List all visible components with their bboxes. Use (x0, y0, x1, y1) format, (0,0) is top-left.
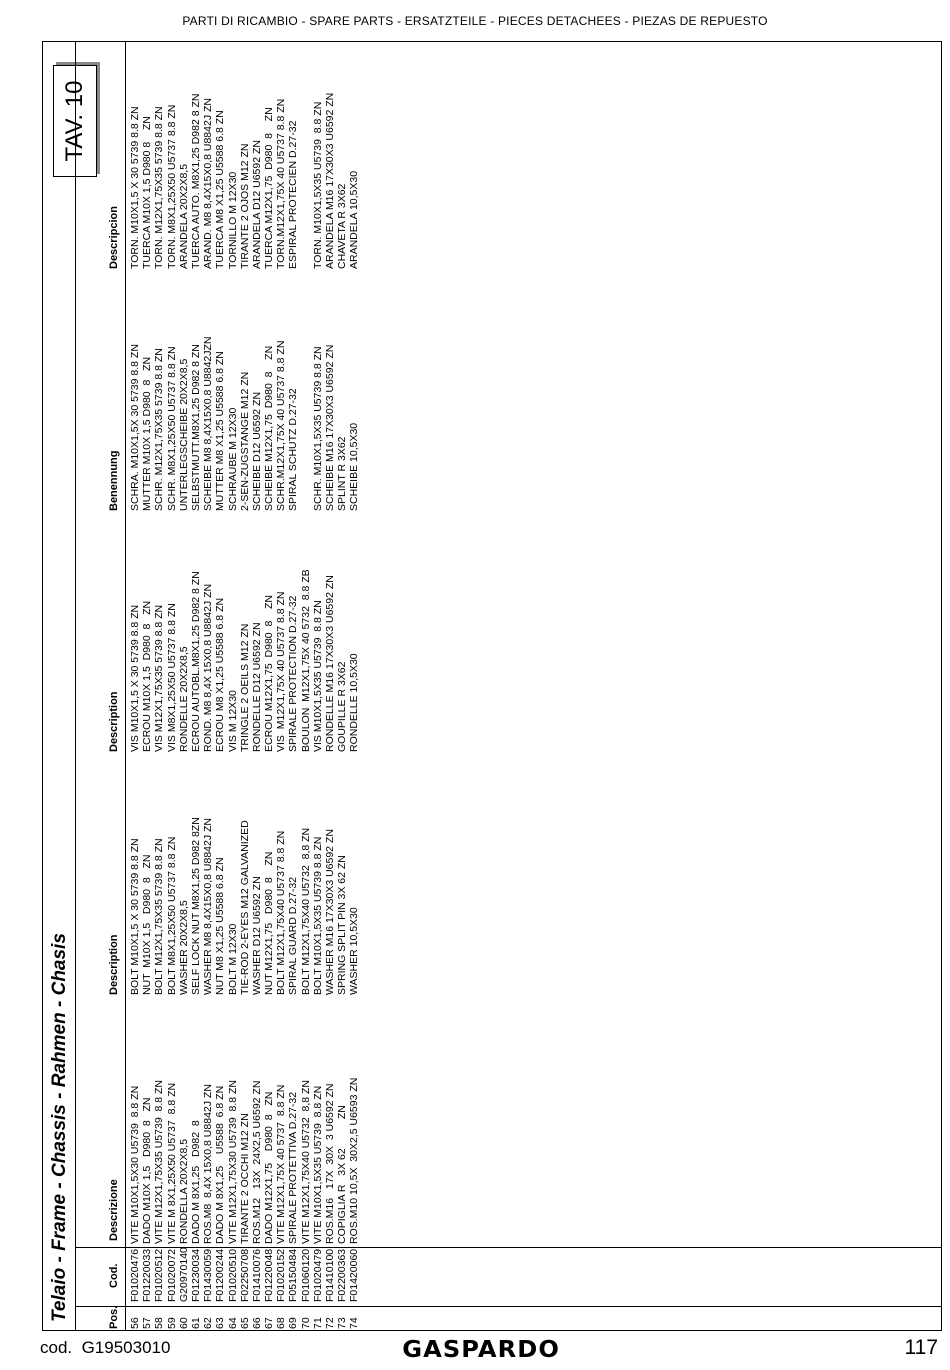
cell-descripcion: ARANDELA M16 17X30X3 U6592 ZN (324, 92, 336, 269)
rotated-sheet (43, 42, 942, 1331)
cell-benennung: SCHEIBE D12 U6592 ZN (250, 391, 263, 511)
cell-cod: F01020510 (226, 1248, 239, 1302)
parts-table-frame (42, 41, 942, 1331)
document-code: cod. G19503010 (40, 1338, 171, 1357)
cell-description-fr: ECROU M10X 1,5 D980 8 ZN (141, 600, 154, 752)
cell-description-en: NUT M10X 1,5 D980 8 ZN (141, 854, 154, 995)
header-description-en: Description (108, 934, 120, 995)
cell-benennung: SCHR. M12X1,75X35 5739 8.8 ZN (153, 348, 166, 511)
cell-cod: F05150484 (287, 1248, 300, 1302)
column-pos (129, 1317, 361, 1329)
cell-descrizione: DADO M 8X1,25 D982 8 (189, 1120, 202, 1244)
column-description-en (129, 817, 361, 995)
cell-pos: 60 (177, 1317, 190, 1329)
cell-description-fr: VIS M12X1,75X35 5739 8.8 ZN (153, 604, 166, 752)
cell-pos: 70 (299, 1317, 312, 1329)
cell-descrizione: ROS.M16 17X 30X 3 U6592 ZN (324, 1083, 336, 1244)
cell-cod: F01410100 (324, 1248, 336, 1302)
cell-pos: 72 (324, 1317, 336, 1329)
cell-description-fr: RONDELLE D12 U6592 ZN (250, 622, 263, 752)
cell-description-en: WASHER M8 8,4X15X0,8 U8842J ZN (202, 817, 215, 995)
cell-pos: 69 (287, 1317, 300, 1329)
cell-cod: F01020512 (153, 1248, 166, 1302)
cell-benennung: SPIRAL SCHUTZ D.27-32 (287, 388, 300, 511)
cell-benennung: SPLINT R 3X62 (336, 436, 349, 511)
cell-cod: G20970140 (177, 1247, 190, 1302)
cell-benennung: SCHR. M8X1,25X50 U5737 8.8 ZN (165, 346, 178, 511)
cell-descripcion: ARANDELA 20X2X8,5 (177, 163, 190, 269)
cell-descrizione: ROS.M12 13X 24X2,5 U6592 ZN (250, 1080, 263, 1244)
cell-description-fr: VIS M 12X30 (226, 690, 239, 752)
cell-benennung: UNTERLEGSCHEIBE 20X2X8,5 (177, 358, 190, 511)
cell-description-fr: SPIRALE PROTECTION D.27-32 (287, 595, 300, 752)
cell-benennung: SCHRAUBE M 12X30 (226, 407, 239, 511)
cell-benennung: SCHEIBE M16 17X30X3 U6592 ZN (324, 344, 336, 511)
cell-cod: F01220048 (263, 1248, 276, 1302)
cell-descripcion: TUERCA AUTO. M8X1,25 D982 8 ZN (189, 93, 202, 269)
cell-descrizione: VITE M12X1,75X30 U5739 8.8 ZN (226, 1079, 239, 1244)
cell-cod: F01410076 (250, 1248, 263, 1302)
cell-cod: F02200363 (336, 1248, 349, 1302)
column-description-fr (129, 569, 361, 752)
header-benennung: Benennung (108, 450, 120, 511)
cell-descrizione: COPIGLIA R 3X 62 ZN (336, 1105, 349, 1244)
brand-logo: GASPARDO (402, 1337, 560, 1363)
cell-descrizione: VITE M12X1,75X35 U5739 8.8 ZN (153, 1079, 166, 1244)
cell-benennung: MUTTER M10X 1,5 D980 8 ZN (141, 356, 154, 511)
cell-pos: 67 (263, 1317, 276, 1329)
cell-description-en: BOLT M8X1,25X50 U5737 8.8 ZN (165, 836, 178, 995)
cell-benennung: SCHR.M12X1,75X 40 U5737 8.8 ZN (275, 340, 288, 511)
cell-descripcion: TORN. M10X1,5 X 30 5739 8.8 ZN (129, 106, 141, 269)
cell-descrizione: DADO M12X1,75 D980 8 ZN (263, 1091, 276, 1244)
cell-description-fr: ECROU M12X1,75 D980 8 ZN (263, 595, 276, 752)
header-description-fr: Description (108, 691, 120, 752)
cell-descrizione: RONDELLA 20X2X8,5 (177, 1138, 190, 1244)
cell-descripcion: CHAVETA R 3X62 (336, 183, 349, 269)
cell-cod: F01430059 (202, 1248, 215, 1302)
cell-description-en: WASHER M16 17X30X3 U6592 ZN (324, 829, 336, 995)
cell-description-en: WASHER 10,5X30 (348, 907, 361, 995)
cell-cod: F01230034 (189, 1248, 202, 1302)
page-title: Telaio - Frame - Chassis - Rahmen - Chasis (49, 933, 70, 1322)
cell-cod: F01020072 (165, 1248, 178, 1302)
cell-description-en: BOLT M12X1,75X40 U5732 8,8 ZN (299, 827, 312, 995)
cell-descrizione: DADO M 8X1,25 U5588 6.8 ZN (214, 1085, 227, 1244)
header-descrizione: Descrizione (108, 1179, 120, 1241)
cell-descrizione: ROS.M10 10,5X 30X2,5 U6593 ZN (348, 1077, 361, 1244)
tav-label: TAV. 10 (53, 65, 97, 177)
column-cod (129, 1247, 361, 1302)
cell-description-fr: VIS M10X1,5X35 U5739 8.8 ZN (311, 600, 324, 752)
header-pos: Pos. (108, 1305, 120, 1329)
cell-benennung: SCHEIBE M8 8,4X15X0,8 U8842JZN (202, 336, 215, 511)
cell-benennung: 2-SEN-ZUGSTANGE M12 ZN (238, 371, 251, 511)
cell-pos: 71 (311, 1317, 324, 1329)
cell-description-fr: TRINGLE 2 OEILS M12 ZN (238, 623, 251, 752)
column-benennung (129, 336, 361, 511)
cell-description-en: BOLT M10X1,5X35 U5739 8.8 ZN (311, 836, 324, 995)
cell-description-en: BOLT M12X1,75X35 5739 8.8 ZN (153, 838, 166, 995)
cell-cod: F01420060 (348, 1248, 361, 1302)
cell-descrizione: TIRANTE 2 OCCHI M12 ZN (238, 1113, 251, 1244)
cell-descripcion: TUERCA M8 X1,25 U5588 6.8 ZN (214, 110, 227, 269)
header-divider (125, 42, 126, 1331)
cell-descripcion: TORN.M12X1,75X 40 U5737 8.8 ZN (275, 98, 288, 269)
cell-pos: 73 (336, 1317, 349, 1329)
cell-benennung: SCHRA. M10X1,5X 30 5739 8.8 ZN (129, 344, 141, 511)
cell-description-fr: VIS M10X1,5 X 30 5739 8.8 ZN (129, 604, 141, 752)
cell-descripcion: ARAND. M8 8,4X15X0,8 U8842J ZN (202, 98, 215, 269)
cell-descripcion (300, 93, 312, 269)
cell-description-en: BOLT M10X1,5 X 30 5739 8.8 ZN (129, 838, 141, 995)
cell-pos: 74 (348, 1317, 361, 1329)
cell-descrizione: VITE M10X1,5X35 U5739 8.8 ZN (311, 1085, 324, 1244)
cell-pos: 59 (165, 1317, 178, 1329)
cell-descrizione: VITE M10X1,5X30 U5739 8.8 ZN (129, 1085, 141, 1244)
cell-cod: F01020152 (275, 1248, 288, 1302)
cell-descripcion: ARANDELA D12 U6592 ZN (250, 140, 263, 269)
cell-descripcion: TUERCA M10X 1,5 D980 8 ZN (141, 116, 154, 269)
cell-descrizione: VITE M 8X1,25X50 U5737 8.8 ZN (165, 1082, 178, 1244)
cell-cod: F01020476 (129, 1248, 141, 1302)
header-descripcion: Descripcion (108, 206, 120, 269)
cell-cod: F01220033 (141, 1248, 154, 1302)
cell-pos: 63 (214, 1317, 227, 1329)
cell-description-en: SELF LOCK NUT M8X1,25 D982 8ZN (189, 817, 202, 995)
cell-descripcion: TORN. M8X1,25X50 U5737 8.8 ZN (165, 104, 178, 269)
page-header: PARTI DI RICAMBIO - SPARE PARTS - ERSATZTEILE - PIECES DETACHEES - PIEZAS DE REPUESTO (182, 14, 768, 28)
cell-descripcion: ARANDELA 10,5X30 (348, 170, 361, 269)
cell-cod: F02250708 (238, 1248, 251, 1302)
cell-description-fr: VIS M12X1,75X 40 U5737 8.8 ZN (275, 591, 288, 752)
header-cod: Cod. (108, 1263, 120, 1288)
cell-cod: F01060120 (299, 1248, 312, 1302)
cell-descripcion: TIRANTE 2 OJOS M12 ZN (238, 143, 251, 269)
cell-description-fr: BOULON M12X1,75X 40 5732 8.8 ZB (299, 569, 312, 752)
title-divider (75, 42, 76, 1331)
cell-description-fr: GOUPILLE R 3X62 (336, 661, 349, 752)
cell-descrizione: DADO M10X 1,5 D980 8 ZN (141, 1097, 154, 1244)
cell-benennung: SCHR. M10X1,5X35 U5739 8.8 ZN (311, 346, 324, 511)
cell-description-en: TIE-ROD 2-EYES M12 GALVANIZED (238, 820, 251, 995)
cell-pos: 66 (250, 1317, 263, 1329)
cell-description-en: NUT M8 X1,25 U5588 6.8 ZN (214, 857, 227, 995)
cell-description-en: NUT M12X1,75 D980 8 ZN (263, 851, 276, 995)
cell-description-fr: ROND. M8 8,4X 15X0,8 U8842J ZN (202, 583, 215, 752)
cell-description-en: WASHER D12 U6592 ZN (250, 876, 263, 995)
cell-cod: F01200244 (214, 1248, 227, 1302)
cell-descrizione: ROS.M8 8,4X 15X0,8 U8842J ZN (202, 1084, 215, 1244)
cell-descrizione: SPIRALE PROTETTIVA D.27-32 (287, 1091, 300, 1244)
cell-benennung: MUTTER M8 X1,25 U5588 6.8 ZN (214, 351, 227, 511)
cell-pos: 58 (153, 1317, 166, 1329)
col-divider-pos (75, 1306, 942, 1307)
column-descripcion (129, 93, 361, 269)
cell-pos: 64 (226, 1317, 239, 1329)
cell-pos: 57 (141, 1317, 154, 1329)
cell-benennung (300, 336, 312, 511)
cell-pos: 62 (202, 1317, 215, 1329)
cell-description-en: BOLT M 12X30 (226, 923, 239, 995)
cell-pos: 61 (189, 1317, 202, 1329)
cell-pos: 68 (275, 1317, 288, 1329)
cell-descripcion: ESPIRAL PROTECIEN D.27-32 (287, 120, 300, 269)
cell-description-fr: RONDELLE 10,5X30 (348, 653, 361, 752)
cell-description-en: WASHER 20X2X8,5 (177, 900, 190, 995)
cell-descrizione: VITE M12X1,75X 40 5737 8.8 ZN (275, 1084, 288, 1244)
cell-description-fr: RONDELLE M16 17X30X3 U6592 ZN (324, 575, 336, 752)
cell-benennung: SCHEIBE M12X1,75 D980 8 ZN (263, 345, 276, 511)
cell-pos: 56 (129, 1317, 141, 1329)
column-descrizione (129, 1078, 361, 1244)
cell-pos: 65 (238, 1317, 251, 1329)
cell-descripcion: TORN. M12X1,75X35 5739 8.8 ZN (153, 106, 166, 269)
cell-description-en: BOLT M12X1,75X40 U5737 8.8 ZN (275, 830, 288, 995)
cell-description-fr: ECROU M8 X1,25 U5588 6.8 ZN (214, 597, 227, 752)
page-number: 117 (904, 1336, 938, 1359)
cell-description-en: SPIRAL GUARD D.27-32 (287, 876, 300, 995)
cell-description-fr: RONDELLE 20X2X8,5 (177, 646, 190, 752)
cell-benennung: SELBSTMUTT.M8X1,25 D982 8 ZN (189, 344, 202, 511)
cell-benennung: SCHEIBE 10,5X30 (348, 422, 361, 511)
cell-description-en: SPRING SPLIT PIN 3X 62 ZN (336, 855, 349, 995)
cell-descripcion: TORN. M10X1,5X35 U5739 8.8 ZN (311, 101, 324, 269)
cell-descrizione: VITE M12X1,75X40 U5732 8,8 ZN (299, 1079, 312, 1244)
cell-cod: F01020479 (311, 1248, 324, 1302)
cell-descripcion: TUERCA M12X1,75 D980 8 ZN (263, 107, 276, 269)
cell-description-fr: VIS M8X1,25X50 U5737 8.8 ZN (165, 603, 178, 752)
cell-descripcion: TORNILLO M 12X30 (226, 171, 239, 269)
cell-description-fr: ECROU AUTOBL.M8X1,25 D982 8 ZN (189, 571, 202, 752)
